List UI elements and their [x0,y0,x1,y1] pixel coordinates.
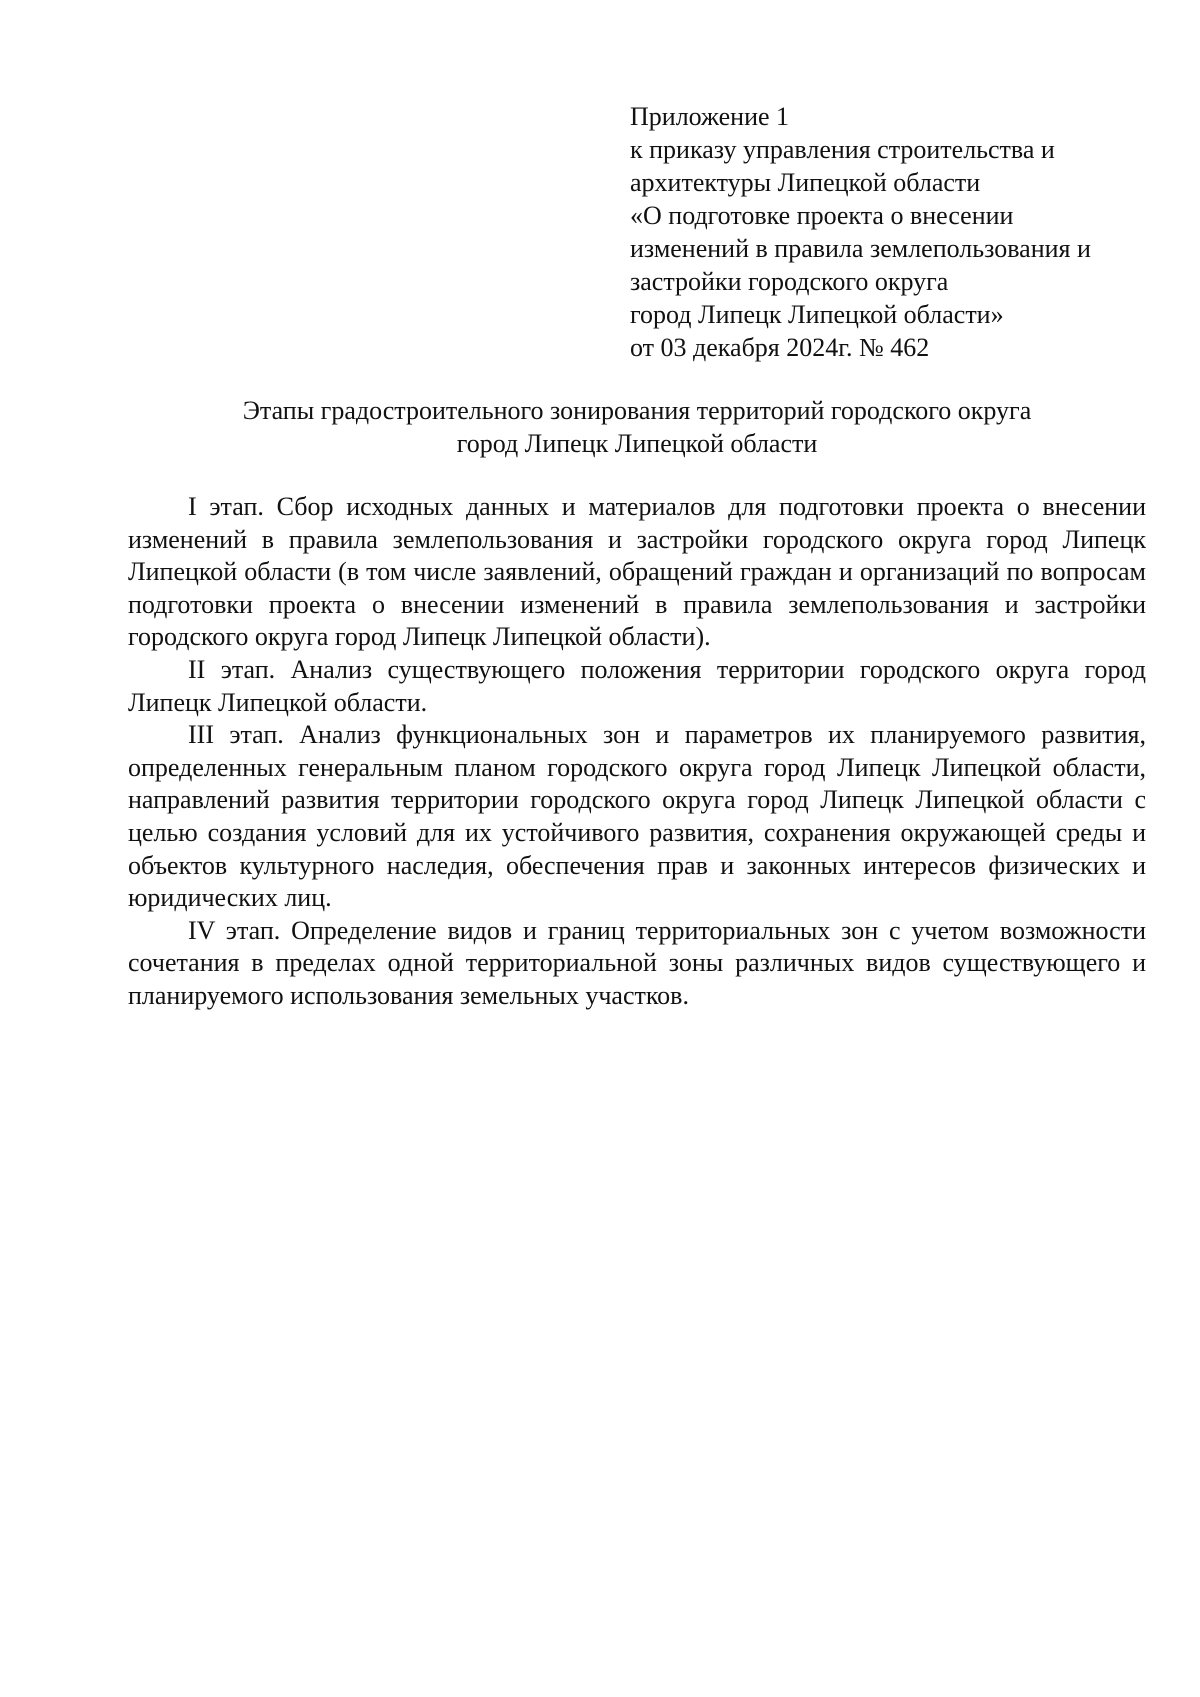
document-title [128,394,1146,460]
stages-list [128,491,1146,1013]
appendix-date-number: от 03 декабря 2024г. № 462 [630,333,930,362]
appendix-reference-line: архитектуры Липецкой области [630,168,981,197]
appendix-reference-line: изменений в правила землепользования и [630,234,1091,263]
stage-paragraph-2: II этап. Анализ существующего положения территории городского округа город Липецк Липецкой области. [128,654,1146,717]
appendix-title: Приложение 1 [630,102,790,131]
stage-paragraph-1: I этап. Сбор исходных данных и материалов для подготовки проекта о внесении изменений в правила землепользования и застройки городского округа город Липецк Липецкой области (в том числе заявлений, обращений граждан и организаций по вопросам подготовки проекта о внесении изменений в правила землепользования и застройки городского округа город Липецк Липецкой области). [128,492,1146,652]
title-line: город Липецк Липецкой области [456,429,818,458]
stage-paragraph-4: IV этап. Определение видов и границ территориальных зон с учетом возможности сочетания в пределах одной территориальной зоны различных видов существующего и планируемого использования земельных участков. [128,915,1146,1010]
stage-paragraph-3: III этап. Анализ функциональных зон и параметров их планируемого развития, определенных генеральным планом городского округа город Липецк Липецкой области, направлений развития территории городского округа город Липецк Липецкой области с целью создания условий для их устойчивого развития, сохранения окружающей среды и объектов культурного наследия, обеспечения прав и законных интересов физических и юридических лиц. [128,720,1146,913]
title-line: Этапы градостроительного зонирования территорий городского округа [242,396,1032,425]
appendix-header [630,100,1150,364]
appendix-reference-line: город Липецк Липецкой области» [630,300,1004,329]
appendix-reference-line: застройки городского округа [630,267,949,296]
appendix-reference-line: «О подготовке проекта о внесении [630,201,1014,230]
appendix-reference-line: к приказу управления строительства и [630,135,1055,164]
